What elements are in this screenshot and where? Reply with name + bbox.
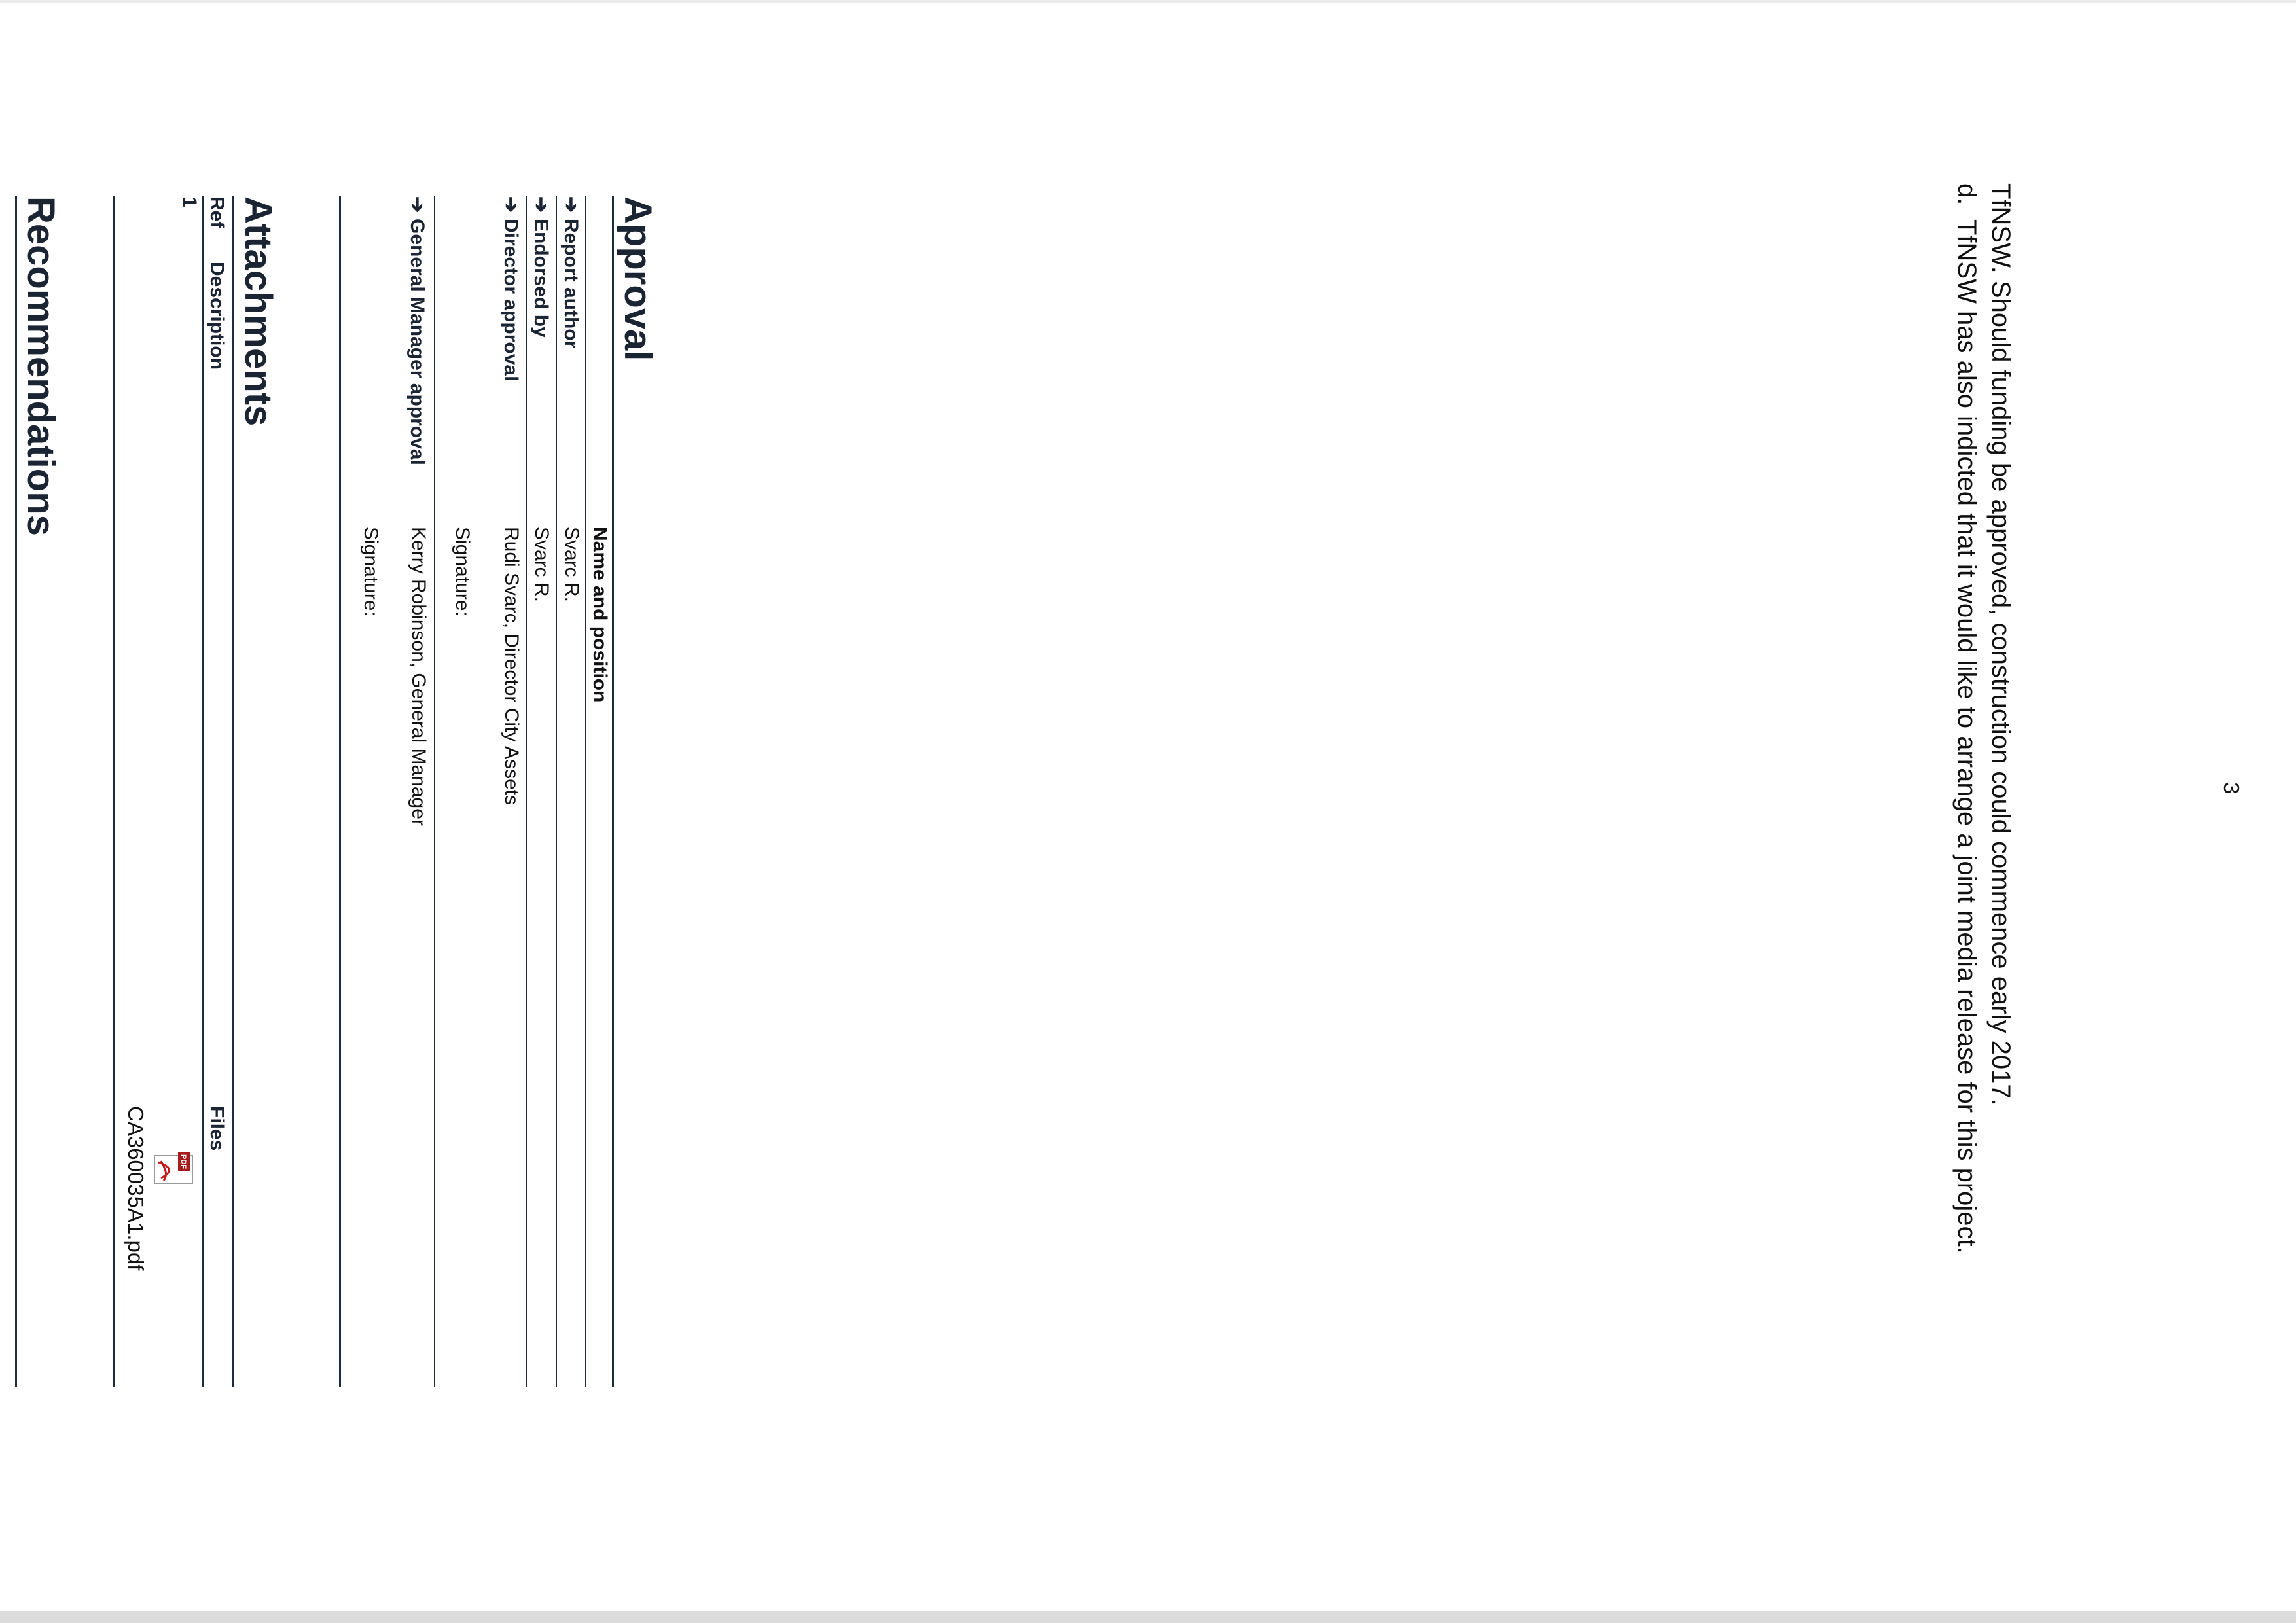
intro-text — [1950, 183, 2018, 1558]
approval-heading: Approval — [617, 196, 659, 361]
approval-row-director: ➔Director approval — [500, 196, 522, 382]
general-manager-value: Kerry Robinson, General Manager — [408, 527, 429, 826]
intro-line: TfNSW. Should funding be approved, construction could commence early 2017. — [1986, 183, 2015, 1106]
pdf-file-icon[interactable] — [153, 1152, 194, 1186]
attachments-bottom-rule — [113, 196, 115, 1387]
endorsed-by-value: Svarc R. — [531, 527, 552, 603]
recommendations-top-rule — [15, 196, 17, 1387]
approval-row-endorsed-by: ➔Endorsed by — [530, 196, 552, 338]
director-approval-value: Rudi Svarc, Director City Assets — [501, 527, 522, 806]
approval-top-rule — [612, 196, 614, 1387]
director-signature-label: Signature: — [452, 527, 473, 616]
attachments-top-rule — [232, 196, 234, 1387]
general-manager-signature-label: Signature: — [360, 527, 382, 616]
attachments-heading: Attachments — [237, 196, 279, 427]
approval-row-general-manager: ➔General Manager approval — [406, 196, 428, 465]
arrow-right-icon: ➔ — [530, 196, 552, 213]
arrow-right-icon: ➔ — [500, 196, 522, 213]
list-item-d — [1950, 183, 1984, 1558]
ref-header: Ref — [206, 196, 228, 228]
svg-text:PDF: PDF — [179, 1154, 187, 1169]
list-item-text: TfNSW has also indicted that it would like to arrange a joint media release for this project. — [1952, 219, 1981, 1254]
approval-row-rule — [434, 196, 435, 1387]
attachment-filename-link[interactable]: CA360035A1.pdf — [124, 1106, 148, 1271]
approval-row-report-author: ➔Report author — [560, 196, 582, 349]
approval-row-rule — [526, 196, 527, 1387]
list-marker: d. — [1952, 183, 1981, 205]
approval-bottom-rule — [339, 196, 341, 1387]
recommendations-heading: Recommendations — [20, 196, 62, 536]
arrow-right-icon: ➔ — [406, 196, 428, 213]
files-header: Files — [206, 1106, 228, 1151]
approval-header-rule — [585, 196, 586, 1387]
report-author-value: Svarc R. — [561, 527, 583, 603]
attachment-ref: 1 — [179, 196, 200, 207]
attachments-header-rule — [202, 196, 204, 1387]
page-number: 3 — [2219, 782, 2244, 794]
name-position-header: Name and position — [589, 527, 611, 703]
arrow-right-icon: ➔ — [560, 196, 582, 213]
description-header: Description — [206, 262, 228, 370]
approval-row-rule — [556, 196, 557, 1387]
